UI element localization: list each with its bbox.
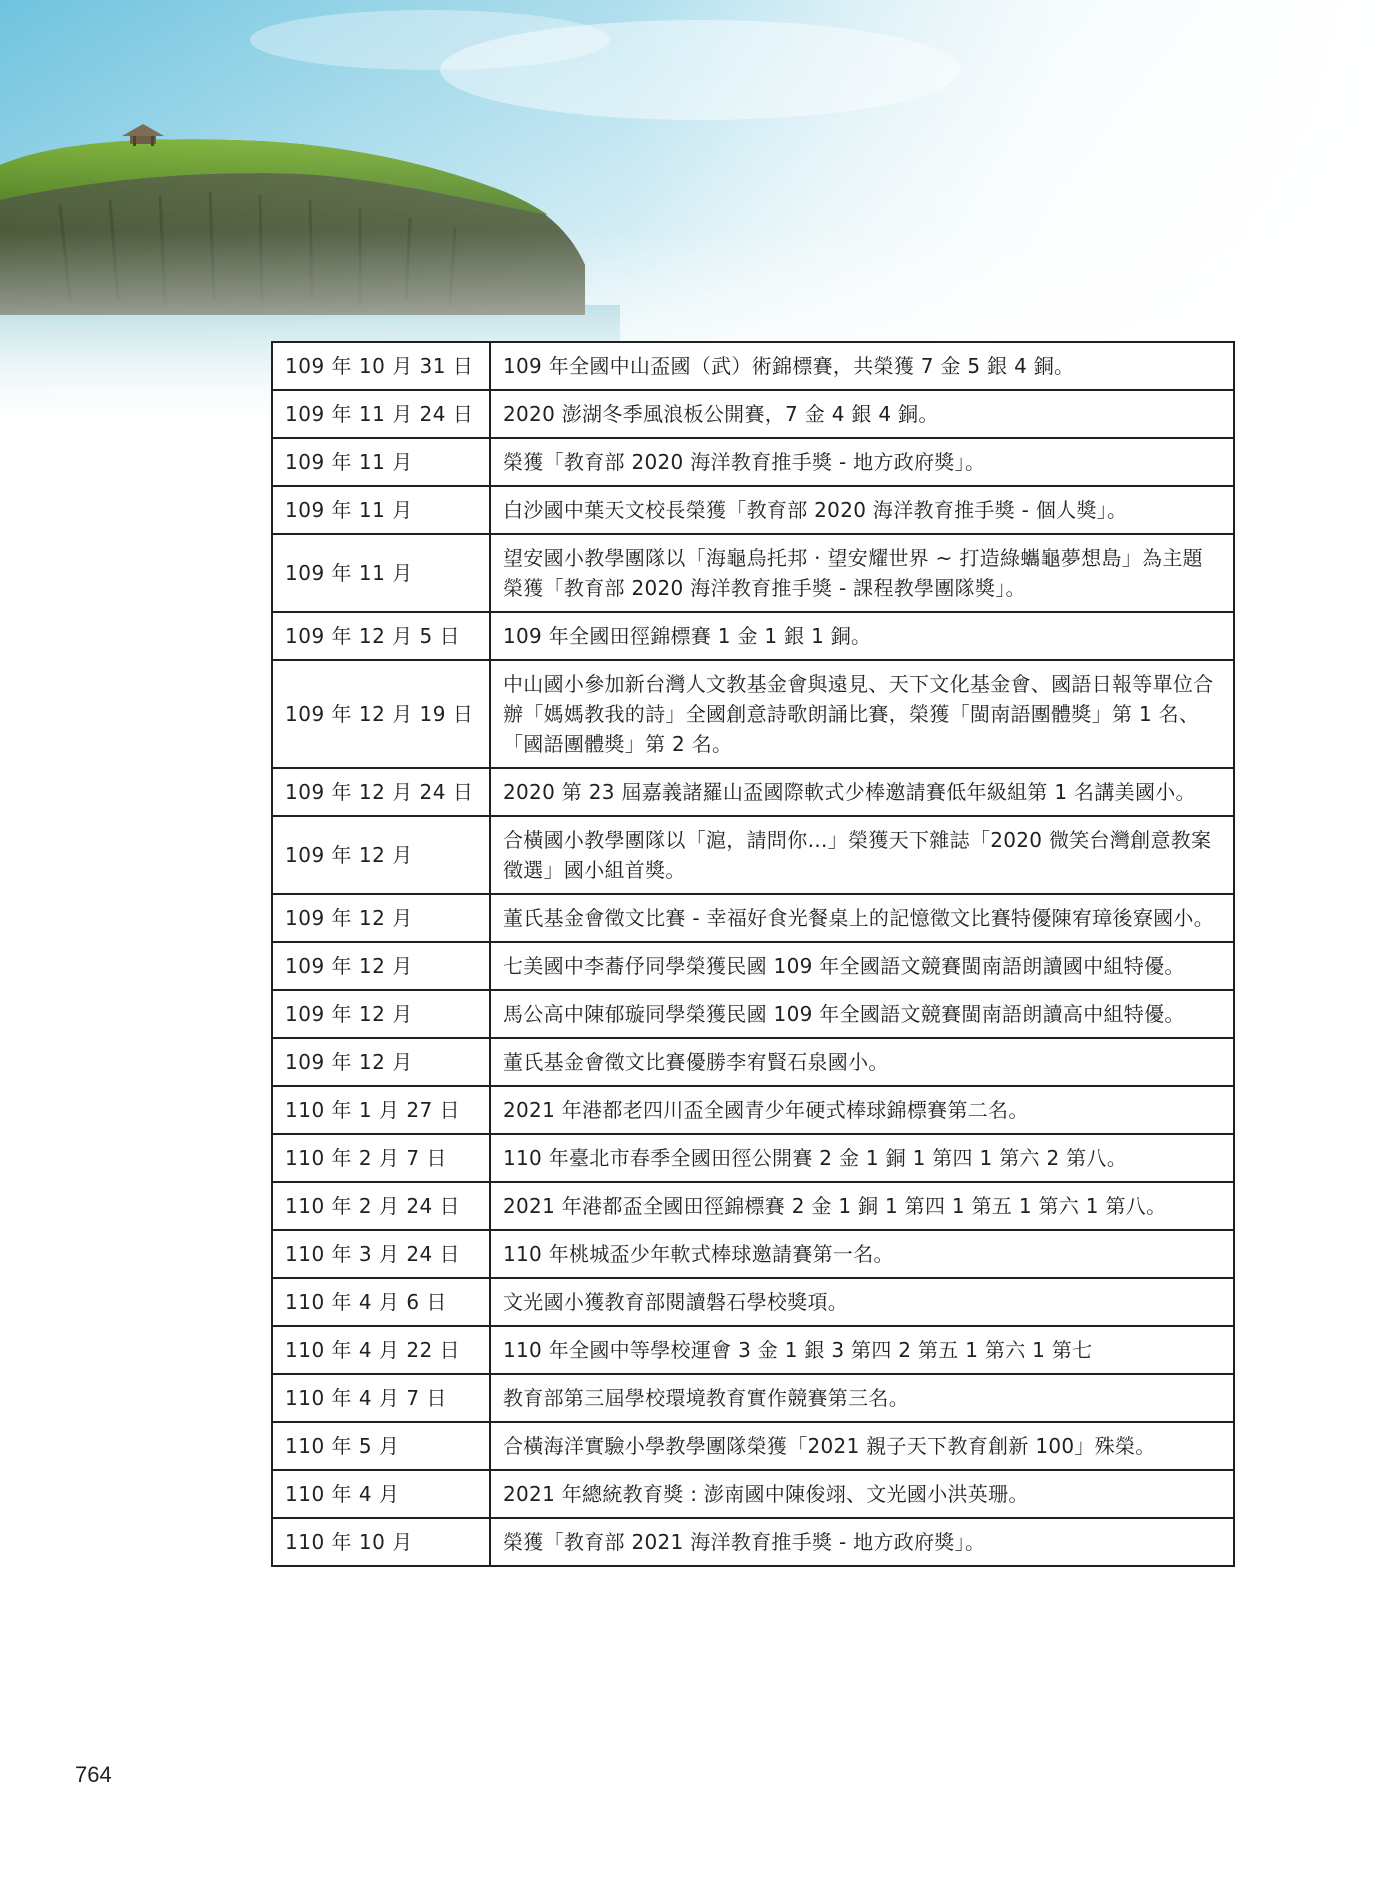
table-row [272, 1326, 1234, 1374]
date-cell: 109 年 11 月 [272, 438, 490, 486]
event-cell: 110 年桃城盃少年軟式棒球邀請賽第一名。 [490, 1230, 1234, 1278]
date-cell: 109 年 12 月 [272, 990, 490, 1038]
event-cell: 文光國小獲教育部閱讀磐石學校獎項。 [490, 1278, 1234, 1326]
table-row [272, 660, 1234, 768]
date-cell: 110 年 2 月 7 日 [272, 1134, 490, 1182]
table-row [272, 990, 1234, 1038]
table-row [272, 612, 1234, 660]
page-number: 764 [75, 1762, 112, 1787]
table-row [272, 1038, 1234, 1086]
table-row [272, 1518, 1234, 1566]
event-cell: 七美國中李蕎伃同學榮獲民國 109 年全國語文競賽閩南語朗讀國中組特優。 [490, 942, 1234, 990]
table-row [272, 1422, 1234, 1470]
table-row [272, 1470, 1234, 1518]
event-cell: 110 年全國中等學校運會 3 金 1 銀 3 第四 2 第五 1 第六 1 第七 [490, 1326, 1234, 1374]
date-cell: 110 年 4 月 [272, 1470, 490, 1518]
date-cell: 109 年 12 月 [272, 894, 490, 942]
date-cell: 110 年 4 月 6 日 [272, 1278, 490, 1326]
event-cell: 中山國小參加新台灣人文教基金會與遠見、天下文化基金會、國語日報等單位合辦「媽媽教我的詩」全國創意詩歌朗誦比賽，榮獲「閩南語團體獎」第 1 名、「國語團體獎」第 2 名。 [490, 660, 1234, 768]
date-cell: 110 年 4 月 7 日 [272, 1374, 490, 1422]
awards-table [271, 341, 1235, 1567]
table-row [272, 1182, 1234, 1230]
table-row [272, 1278, 1234, 1326]
event-cell: 110 年臺北市春季全國田徑公開賽 2 金 1 銅 1 第四 1 第六 2 第八。 [490, 1134, 1234, 1182]
date-cell: 110 年 1 月 27 日 [272, 1086, 490, 1134]
event-cell: 董氏基金會徵文比賽優勝李宥賢石泉國小。 [490, 1038, 1234, 1086]
table-row [272, 1134, 1234, 1182]
event-cell: 2021 年港都盃全國田徑錦標賽 2 金 1 銅 1 第四 1 第五 1 第六 1 第八。 [490, 1182, 1234, 1230]
date-cell: 109 年 12 月 24 日 [272, 768, 490, 816]
date-cell: 109 年 10 月 31 日 [272, 342, 490, 390]
table-row [272, 390, 1234, 438]
date-cell: 110 年 4 月 22 日 [272, 1326, 490, 1374]
table-row [272, 534, 1234, 612]
table-row [272, 342, 1234, 390]
event-cell: 109 年全國田徑錦標賽 1 金 1 銀 1 銅。 [490, 612, 1234, 660]
event-cell: 教育部第三屆學校環境教育實作競賽第三名。 [490, 1374, 1234, 1422]
table-row [272, 438, 1234, 486]
event-cell: 馬公高中陳郁璇同學榮獲民國 109 年全國語文競賽閩南語朗讀高中組特優。 [490, 990, 1234, 1038]
event-cell: 2020 第 23 屆嘉義諸羅山盃國際軟式少棒邀請賽低年級組第 1 名講美國小。 [490, 768, 1234, 816]
event-cell: 董氏基金會徵文比賽 - 幸福好食光餐桌上的記憶徵文比賽特優陳宥璋後寮國小。 [490, 894, 1234, 942]
table-row [272, 1374, 1234, 1422]
date-cell: 109 年 12 月 [272, 816, 490, 894]
event-cell: 合橫國小教學團隊以「滬，請問你…」榮獲天下雜誌「2020 微笑台灣創意教案徵選」國小組首獎。 [490, 816, 1234, 894]
date-cell: 109 年 12 月 [272, 1038, 490, 1086]
event-cell: 合橫海洋實驗小學教學團隊榮獲「2021 親子天下教育創新 100」殊榮。 [490, 1422, 1234, 1470]
date-cell: 110 年 2 月 24 日 [272, 1182, 490, 1230]
table-row [272, 768, 1234, 816]
table-row [272, 486, 1234, 534]
event-cell: 白沙國中葉天文校長榮獲「教育部 2020 海洋教育推手獎 - 個人獎」。 [490, 486, 1234, 534]
table-row [272, 816, 1234, 894]
event-cell: 榮獲「教育部 2021 海洋教育推手獎 - 地方政府獎」。 [490, 1518, 1234, 1566]
table-row [272, 1086, 1234, 1134]
event-cell: 2021 年港都老四川盃全國青少年硬式棒球錦標賽第二名。 [490, 1086, 1234, 1134]
date-cell: 109 年 12 月 19 日 [272, 660, 490, 768]
table-row [272, 942, 1234, 990]
event-cell: 望安國小教學團隊以「海龜烏托邦 ‧ 望安耀世界 ~ 打造綠蠵龜夢想島」為主題榮獲「教育部 2020 海洋教育推手獎 - 課程教學團隊獎」。 [490, 534, 1234, 612]
date-cell: 110 年 10 月 [272, 1518, 490, 1566]
date-cell: 109 年 11 月 [272, 486, 490, 534]
event-cell: 2021 年總統教育獎 : 澎南國中陳俊翊、文光國小洪英珊。 [490, 1470, 1234, 1518]
table-row [272, 1230, 1234, 1278]
awards-table-body [272, 342, 1234, 1566]
date-cell: 109 年 11 月 [272, 534, 490, 612]
event-cell: 2020 澎湖冬季風浪板公開賽，7 金 4 銀 4 銅。 [490, 390, 1234, 438]
date-cell: 109 年 11 月 24 日 [272, 390, 490, 438]
event-cell: 榮獲「教育部 2020 海洋教育推手獎 - 地方政府獎」。 [490, 438, 1234, 486]
date-cell: 110 年 5 月 [272, 1422, 490, 1470]
date-cell: 109 年 12 月 5 日 [272, 612, 490, 660]
event-cell: 109 年全國中山盃國（武）術錦標賽，共榮獲 7 金 5 銀 4 銅。 [490, 342, 1234, 390]
date-cell: 110 年 3 月 24 日 [272, 1230, 490, 1278]
table-row [272, 894, 1234, 942]
date-cell: 109 年 12 月 [272, 942, 490, 990]
